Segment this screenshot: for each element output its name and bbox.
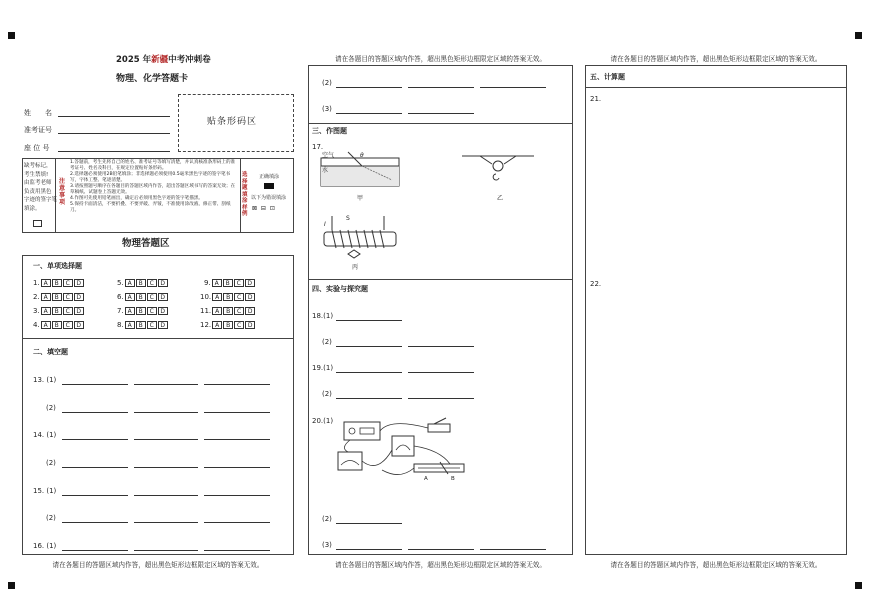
mcq-question-6[interactable]: 6. A B C D — [117, 293, 169, 301]
mcq-question-4[interactable]: 4. A B C D — [33, 321, 85, 329]
mcq-section-title: 一、单项选择题 — [33, 262, 82, 270]
q14-1-answer-b[interactable] — [134, 439, 198, 440]
mcq-question-12[interactable]: 12. A B C D — [200, 321, 256, 329]
q19-2-answer-b[interactable] — [408, 398, 474, 399]
card-subtitle: 物理、化学答题卡 — [116, 74, 189, 84]
q13-2-answer-a[interactable] — [62, 412, 128, 413]
q22-label: 22. — [590, 280, 602, 288]
seat-number-field[interactable] — [58, 151, 170, 152]
carry-sub3-label: (3) — [322, 105, 332, 113]
experiment-section-title: 四、实验与探究题 — [312, 285, 368, 293]
q15-1-answer-b[interactable] — [134, 495, 198, 496]
corner-mark-top-left — [8, 32, 15, 39]
q22-answer-area[interactable] — [605, 280, 841, 548]
q20-2-answer[interactable] — [336, 523, 402, 524]
q18-2-answer-b[interactable] — [408, 346, 474, 347]
ticket-label: 准考证号 — [24, 126, 52, 134]
figure-yi-lever — [458, 150, 538, 190]
q13-1-answer-a[interactable] — [62, 384, 128, 385]
mcq-question-8[interactable]: 8. A B C D — [117, 321, 169, 329]
note-item: 3.请按照题号顺序在各题目的答题区域内作答，超出答题区域书写的答案无效；在草稿纸、试题卷上答题无效。 — [70, 184, 236, 195]
bottom-notice-middle: 请在各题目的答题区域内作答，超出黑色矩形边框限定区域的答案无效。 — [335, 561, 546, 569]
mcq-question-11[interactable]: 11. A B C D — [200, 307, 256, 315]
carry-sub3-answer-a[interactable] — [336, 113, 402, 114]
ticket-number-field[interactable] — [58, 133, 170, 134]
name-field[interactable] — [58, 116, 170, 117]
q13-sub2-label: (2) — [46, 404, 56, 412]
q13-2-answer-b[interactable] — [134, 412, 198, 413]
figure-theta-label: θ — [360, 152, 364, 159]
q16-1-answer-c[interactable] — [204, 550, 270, 551]
q14-2-answer-b[interactable] — [134, 467, 198, 468]
carry-sub2-answer-c[interactable] — [480, 87, 546, 88]
note-item: 4.作图可先使用铅笔画出，确定后必须用黑色字迹的签字笔描黑。 — [70, 196, 204, 201]
exam-title: 2025 年新疆中考冲刺卷 — [116, 55, 211, 65]
q20-3-answer-b[interactable] — [408, 549, 474, 550]
note-item: 1.答题前，考生先将自己的姓名、准考证号等填写清楚，并认真核准条形码上的准考证号、姓名及科目，在规定位置贴好条形码。 — [70, 160, 236, 171]
corner-mark-bottom-left — [8, 582, 15, 589]
fill-example-side-label: 选择题填涂样例 — [242, 172, 248, 217]
q19-label: 19.(1) — [312, 364, 334, 372]
figure-a-label: A — [424, 476, 428, 482]
carry-sub2-answer-a[interactable] — [336, 87, 402, 88]
section-divider — [585, 87, 847, 88]
q15-1-answer-a[interactable] — [62, 495, 128, 496]
seat-label: 座 位 号 — [24, 144, 50, 152]
name-label: 姓 名 — [24, 109, 52, 117]
missing-note-text: 缺考标记， 考生禁填! 由监考老师 负责用黑色 字迹的签字笔 填涂。 — [24, 163, 58, 212]
figure-i-label: I — [324, 221, 326, 228]
figure-water-label: 水 — [322, 167, 329, 174]
q13-2-answer-c[interactable] — [204, 412, 270, 413]
q15-2-answer-a[interactable] — [62, 522, 128, 523]
fill-example-divider — [240, 158, 241, 233]
figure-circuit-experiment — [330, 414, 470, 486]
section-divider — [308, 279, 573, 280]
q13-label: 13. (1) — [33, 376, 57, 384]
q16-label: 16. (1) — [33, 542, 57, 550]
top-notice-right: 请在各题目的答题区域内作答，超出黑色矩形边框限定区域的答案无效。 — [610, 55, 822, 63]
corner-mark-top-right — [855, 32, 862, 39]
q16-1-answer-a[interactable] — [62, 550, 128, 551]
corner-mark-bottom-right — [855, 582, 862, 589]
mcq-question-1[interactable]: 1. A B C D — [33, 279, 85, 287]
q18-label: 18.(1) — [312, 312, 334, 320]
q14-sub2-label: (2) — [46, 459, 56, 467]
q19-sub2-label: (2) — [322, 390, 332, 398]
q14-2-answer-c[interactable] — [204, 467, 270, 468]
q15-2-answer-b[interactable] — [134, 522, 198, 523]
q14-label: 14. (1) — [33, 431, 57, 439]
fill-section-title: 二、填空题 — [33, 348, 68, 356]
q14-1-answer-c[interactable] — [204, 439, 270, 440]
figure-jia-caption: 甲 — [357, 195, 364, 202]
mcq-question-3[interactable]: 3. A B C D — [33, 307, 85, 315]
q17-label: 17. — [312, 143, 324, 151]
mcq-question-9[interactable]: 9. A B C D — [204, 279, 256, 287]
wrong-fill-label: 以下为错误填涂 — [251, 195, 287, 201]
q14-1-answer-a[interactable] — [62, 439, 128, 440]
q20-3-answer-c[interactable] — [480, 549, 546, 550]
note-item: 5.保持卡面清洁，不要折叠、不要弄破、弄皱，不准使用涂改液、修正带、刮纸刀。 — [70, 202, 231, 213]
section-divider — [308, 123, 573, 124]
note-item: 2.选择题必须使用2B铅笔填涂；非选择题必须使用0.5毫米黑色字迹的签字笔书写，字体工整、笔迹清楚。 — [70, 172, 231, 183]
figure-bing-solenoid — [318, 212, 400, 262]
q15-2-answer-c[interactable] — [204, 522, 270, 523]
q15-1-answer-c[interactable] — [204, 495, 270, 496]
mcq-question-2[interactable]: 2. A B C D — [33, 293, 85, 301]
carry-sub3-answer-b[interactable] — [408, 113, 474, 114]
carry-sub2-answer-b[interactable] — [408, 87, 474, 88]
q20-3-answer-a[interactable] — [336, 549, 402, 550]
bottom-notice-left: 请在各题目的答题区域内作答，超出黑色矩形边框限定区域的答案无效。 — [52, 561, 264, 569]
q21-label: 21. — [590, 95, 602, 103]
mcq-question-7[interactable]: 7. A B C D — [117, 307, 169, 315]
missing-mark-checkbox[interactable] — [33, 220, 42, 227]
calculation-section-title: 五、计算题 — [590, 73, 625, 81]
mcq-question-5[interactable]: 5. A B C D — [117, 279, 169, 287]
figure-yi-caption: 乙 — [497, 195, 504, 202]
q20-sub3-label: (3) — [322, 541, 332, 549]
correct-fill-label: 正确填涂 — [259, 174, 280, 180]
q20-sub2-label: (2) — [322, 515, 332, 523]
q18-1-answer[interactable] — [336, 320, 402, 321]
q18-2-answer-a[interactable] — [336, 346, 402, 347]
wrong-fill-samples: ⊠ ⊟ ⊡ — [252, 205, 276, 212]
figure-b-label: B — [451, 476, 455, 482]
carry-sub2-label: (2) — [322, 79, 332, 87]
bottom-notice-right: 请在各题目的答题区域内作答，超出黑色矩形边框限定区域的答案无效。 — [610, 561, 822, 569]
q19-1-answer-b[interactable] — [408, 372, 474, 373]
physics-section-title: 物理答题区 — [122, 238, 170, 249]
notes-list — [70, 160, 238, 214]
figure-bing-caption: 丙 — [352, 264, 359, 271]
barcode-label: 贴条形码区 — [207, 117, 258, 127]
top-notice-middle: 请在各题目的答题区域内作答，超出黑色矩形边框限定区域的答案无效。 — [335, 55, 546, 63]
figure-s-label: S — [346, 215, 350, 222]
q16-1-answer-b[interactable] — [134, 550, 198, 551]
q19-2-answer-a[interactable] — [336, 398, 402, 399]
q18-sub2-label: (2) — [322, 338, 332, 346]
notes-label: 注意事项 — [59, 178, 66, 206]
q13-1-answer-c[interactable] — [204, 384, 270, 385]
q20-label: 20.(1) — [312, 417, 334, 425]
drawing-section-title: 三、作图题 — [312, 127, 347, 135]
correct-fill-sample — [264, 183, 274, 189]
q15-label: 15. (1) — [33, 487, 57, 495]
q13-1-answer-b[interactable] — [134, 384, 198, 385]
mcq-question-10[interactable]: 10. A B C D — [200, 293, 256, 301]
q19-1-answer-a[interactable] — [336, 372, 402, 373]
q15-sub2-label: (2) — [46, 514, 56, 522]
figure-air-label: 空气 — [322, 152, 335, 159]
q21-answer-area[interactable] — [605, 95, 841, 265]
q14-2-answer-a[interactable] — [62, 467, 128, 468]
section-divider — [22, 338, 294, 339]
